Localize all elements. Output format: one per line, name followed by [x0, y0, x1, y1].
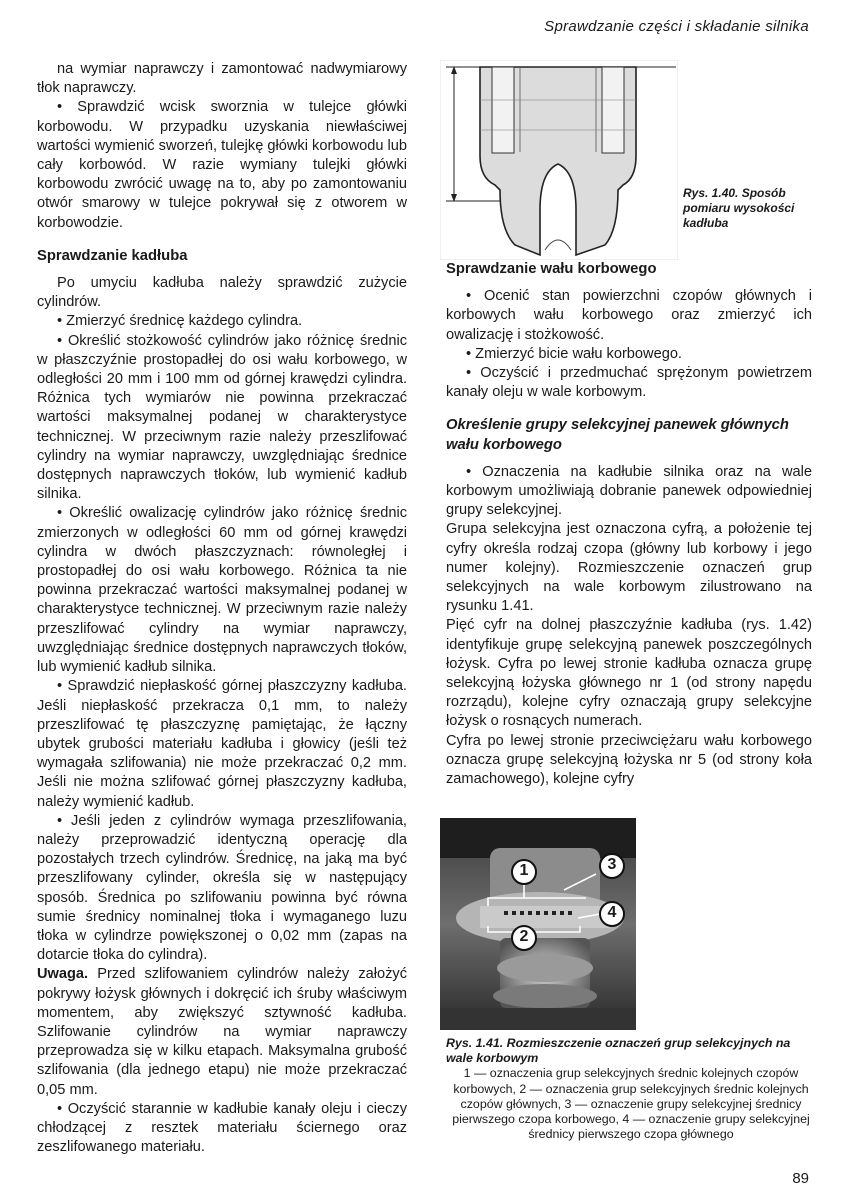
- figure-1-40-caption: Rys. 1.40. Sposób pomiaru wysokości kadłuba: [683, 186, 795, 230]
- section-heading-kadlub: Sprawdzanie kadłuba: [37, 247, 188, 264]
- paragraph: • Oczyścić i przedmuchać sprężonym powietrzem kanały oleju w wale korbowym.: [446, 365, 812, 401]
- running-header: Sprawdzanie części i składanie silnika: [544, 18, 809, 35]
- callout-label-3: 3: [607, 856, 617, 873]
- paragraph: Pięć cyfr na dolnej płaszczyźnie kadłuba (rys. 1.42) identyfikuje grupę selekcyjną panewek poszczególnych łożysk. Cyfra po lewej stronie kadłuba oznacza grupę selekcyjną łożyska głównego nr 1 (od strony napędu rozrządu), kolejne cyfry oznaczają grupy selekcyjne łożysk o rosnących numerach.: [446, 617, 812, 730]
- figure-crankshaft-photo: [440, 818, 636, 1030]
- figure-engine-block-height: [440, 60, 678, 260]
- caption-title: Rys. 1.41. Rozmieszczenie oznaczeń grup selekcyjnych na wale korbowym: [446, 1036, 791, 1066]
- uwaga-text: Przed szlifowaniem cylindrów należy założyć pokrywy łożysk głównych i dokręcić ich śruby właściwym momentem, aby zwiększyć sztywność kadłuba. Szlifowanie cylindrów na wymiar naprawczy przeprowadza się w kilku etapach. Maksymalna grubość szlifowania (dla jednego etapu) nie może przekraczać 0,05 mm.: [37, 966, 407, 1098]
- right-column: [446, 260, 812, 789]
- paragraph: • Sprawdzić wcisk sworznia w tulejce główki korbowodu. W przypadku uzyskania niewłaściwej wartości wymienić sworzeń, tulejkę główki korbowodu lub cały korbowód. W razie wymiany tulejki główki korbowodu zwrócić uwagę na to, aby po zamontowaniu otwór smarowy w tulejce pokrywał się z otworem w korbowodzie.: [37, 99, 407, 231]
- uwaga-label: Uwaga.: [37, 966, 89, 983]
- section-heading-wal: Sprawdzanie wału korbowego: [446, 261, 657, 277]
- page-number: 89: [792, 1170, 809, 1187]
- caption-body: 1 — oznaczenia grup selekcyjnych średnic kolejnych czopów korbowych, 2 — oznaczenia grup selekcyjnych średnic kolejnych czopów głównych, 3 — oznaczenie grupy selekcyjnej średnicy pierwszego czopa korbowego, 4 — oznaczenie grupy selekcyjnej średnicy pierwszego czopa głównego: [452, 1066, 810, 1142]
- paragraph: • Sprawdzić niepłaskość górnej płaszczyzny kadłuba. Jeśli niepłaskość przekracza 0,1 mm, to należy przeszlifować tę płaszczyznę pamiętając, że łączny ubytek grubości materiału kadłuba i głowicy (jeśli też wymagała szlifowania) nie może przekraczać 0,2 mm. Jeśli nie można szlifować górnej płaszczyzny kadłuba, należy wymienić kadłub.: [37, 678, 407, 810]
- callout-label-4: 4: [607, 904, 617, 921]
- paragraph: Po umyciu kadłuba należy sprawdzić zużycie cylindrów.: [37, 275, 407, 311]
- paragraph: na wymiar naprawczy i zamontować nadwymiarowy tłok naprawczy.: [37, 61, 407, 97]
- section-heading-grupa: Określenie grupy selekcyjnej panewek głównych wału korbowego: [446, 417, 789, 453]
- paragraph: • Ocenić stan powierzchni czopów głównych i korbowych wału korbowego oraz zmierzyć ich owalizację i stożkowość.: [446, 288, 812, 343]
- paragraph: Grupa selekcyjna jest oznaczona cyfrą, a położenie tej cyfry określa rodzaj czopa (główny lub korbowy i jego numer kolejny). Rozmieszczenie oznaczeń grup selekcyjnych na wale korbowym zilustrowano na rysunku 1.41.: [446, 521, 812, 615]
- paragraph: • Jeśli jeden z cylindrów wymaga przeszlifowania, należy przeprowadzić identyczną operację dla pozostałych trzech cylindrów. Średnicę, na jaką ma być przeszlifowany cylinder, określa się w następujący sposób. Średnica po szlifowaniu powinna być równa sumie średnicy nominalnej tłoka i wymaganego luzu tłoka w cylindrze powiększonej o 0,02 mm (zapas na dotarcie tłoka do cylindra).: [37, 812, 407, 964]
- figure-1-41-caption: [446, 1036, 816, 1142]
- paragraph-uwaga: [37, 965, 407, 1099]
- paragraph: • Określić stożkowość cylindrów jako różnicę średnic w płaszczyźnie prostopadłej do osi wału korbowego, w odległości 20 mm i 100 mm od górnej krawędzi cylindra. Różnica tych wymiarów nie powinna przekraczać wartości maksymalnej podanej w charakterystyce technicznej. W przeciwnym razie należy przeszlifować cylindry na wymiar naprawczy, uwzględniając średnice dostępnych naprawczych tłoków, lub wymienić kadłub silnika.: [37, 332, 407, 503]
- callout-label-1: 1: [519, 862, 529, 879]
- paragraph: Cyfra po lewej stronie przeciwciężaru wału korbowego oznacza grupę selekcyjną łożyska nr 5 (od strony koła zamachowego), kolejne cyfry: [446, 732, 812, 788]
- paragraph: • Oczyścić starannie w kadłubie kanały oleju i cieczy chłodzącej z resztek materiału ściernego oraz zeszlifowanego materiału.: [37, 1100, 407, 1156]
- callout-label-2: 2: [519, 928, 529, 945]
- paragraph: • Zmierzyć bicie wału korbowego.: [466, 345, 682, 362]
- paragraph: • Oznaczenia na kadłubie silnika oraz na wale korbowym umożliwiają dobranie panewek odpowiedniej grupy selekcyjnej.: [446, 463, 812, 519]
- paragraph: • Zmierzyć średnicę każdego cylindra.: [57, 313, 303, 330]
- left-column: [37, 60, 407, 1157]
- paragraph: • Określić owalizację cylindrów jako różnicę średnic zmierzonych w odległości 60 mm od górnej krawędzi cylindra w dwóch płaszczyznach: równoległej i prostopadłej do osi wału korbowego. Różnica ta nie powinna przekraczać wartości maksymalnej podanej w charakterystyce technicznej. W przeciwnym razie należy przeszlifować cylindry na wymiar naprawczy, uwzględniając średnice dostępnych naprawczych tłoków, lub wymienić kadłub silnika.: [37, 505, 407, 676]
